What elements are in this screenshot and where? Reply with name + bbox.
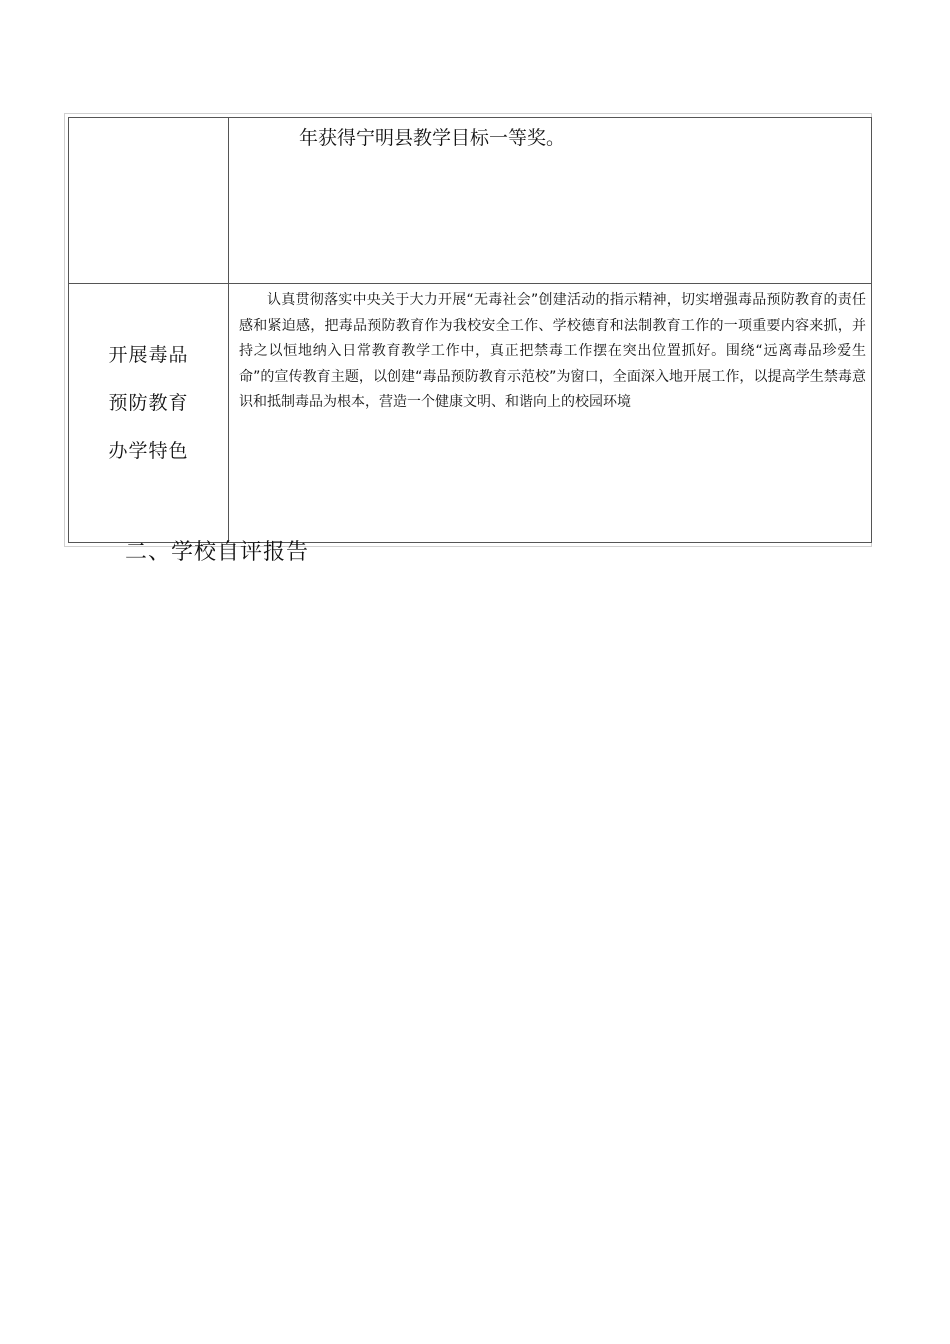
drug-prevention-paragraph: 认真贯彻落实中央关于大力开展“无毒社会”创建活动的指示精神，切实增强毒品预防教育的责任感和紧迫感，把毒品预防教育作为我校安全工作、学校德育和法制教育工作的一项重要内容来抓，并持之以恒地纳入日常教育教学工作中，真正把禁毒工作摆在突出位置抓好。围绕“远离毒品珍爱生命”的宣传教育主题，以创建“毒品预防教育示范校”为窗口，全面深入地开展工作，以提高学生禁毒意识和抵制毒品为根本，营造一个健康文明、和谐向上的校园环境 — [239, 292, 866, 410]
table-row — [69, 284, 872, 543]
award-text: 年获得宁明县教学目标一等奖。 — [299, 127, 566, 149]
school-info-table — [68, 117, 872, 543]
label-cell — [69, 284, 229, 543]
row-label-line: 办学特色 — [108, 440, 189, 462]
row-label-line: 开展毒品 — [108, 344, 189, 366]
row-label — [69, 331, 228, 475]
label-cell-empty — [69, 118, 229, 284]
section-heading: 二、学校自评报告 — [125, 540, 310, 565]
row-label-line: 预防教育 — [108, 392, 189, 414]
content-cell — [229, 118, 872, 284]
content-cell — [229, 284, 872, 543]
table-row — [69, 118, 872, 284]
